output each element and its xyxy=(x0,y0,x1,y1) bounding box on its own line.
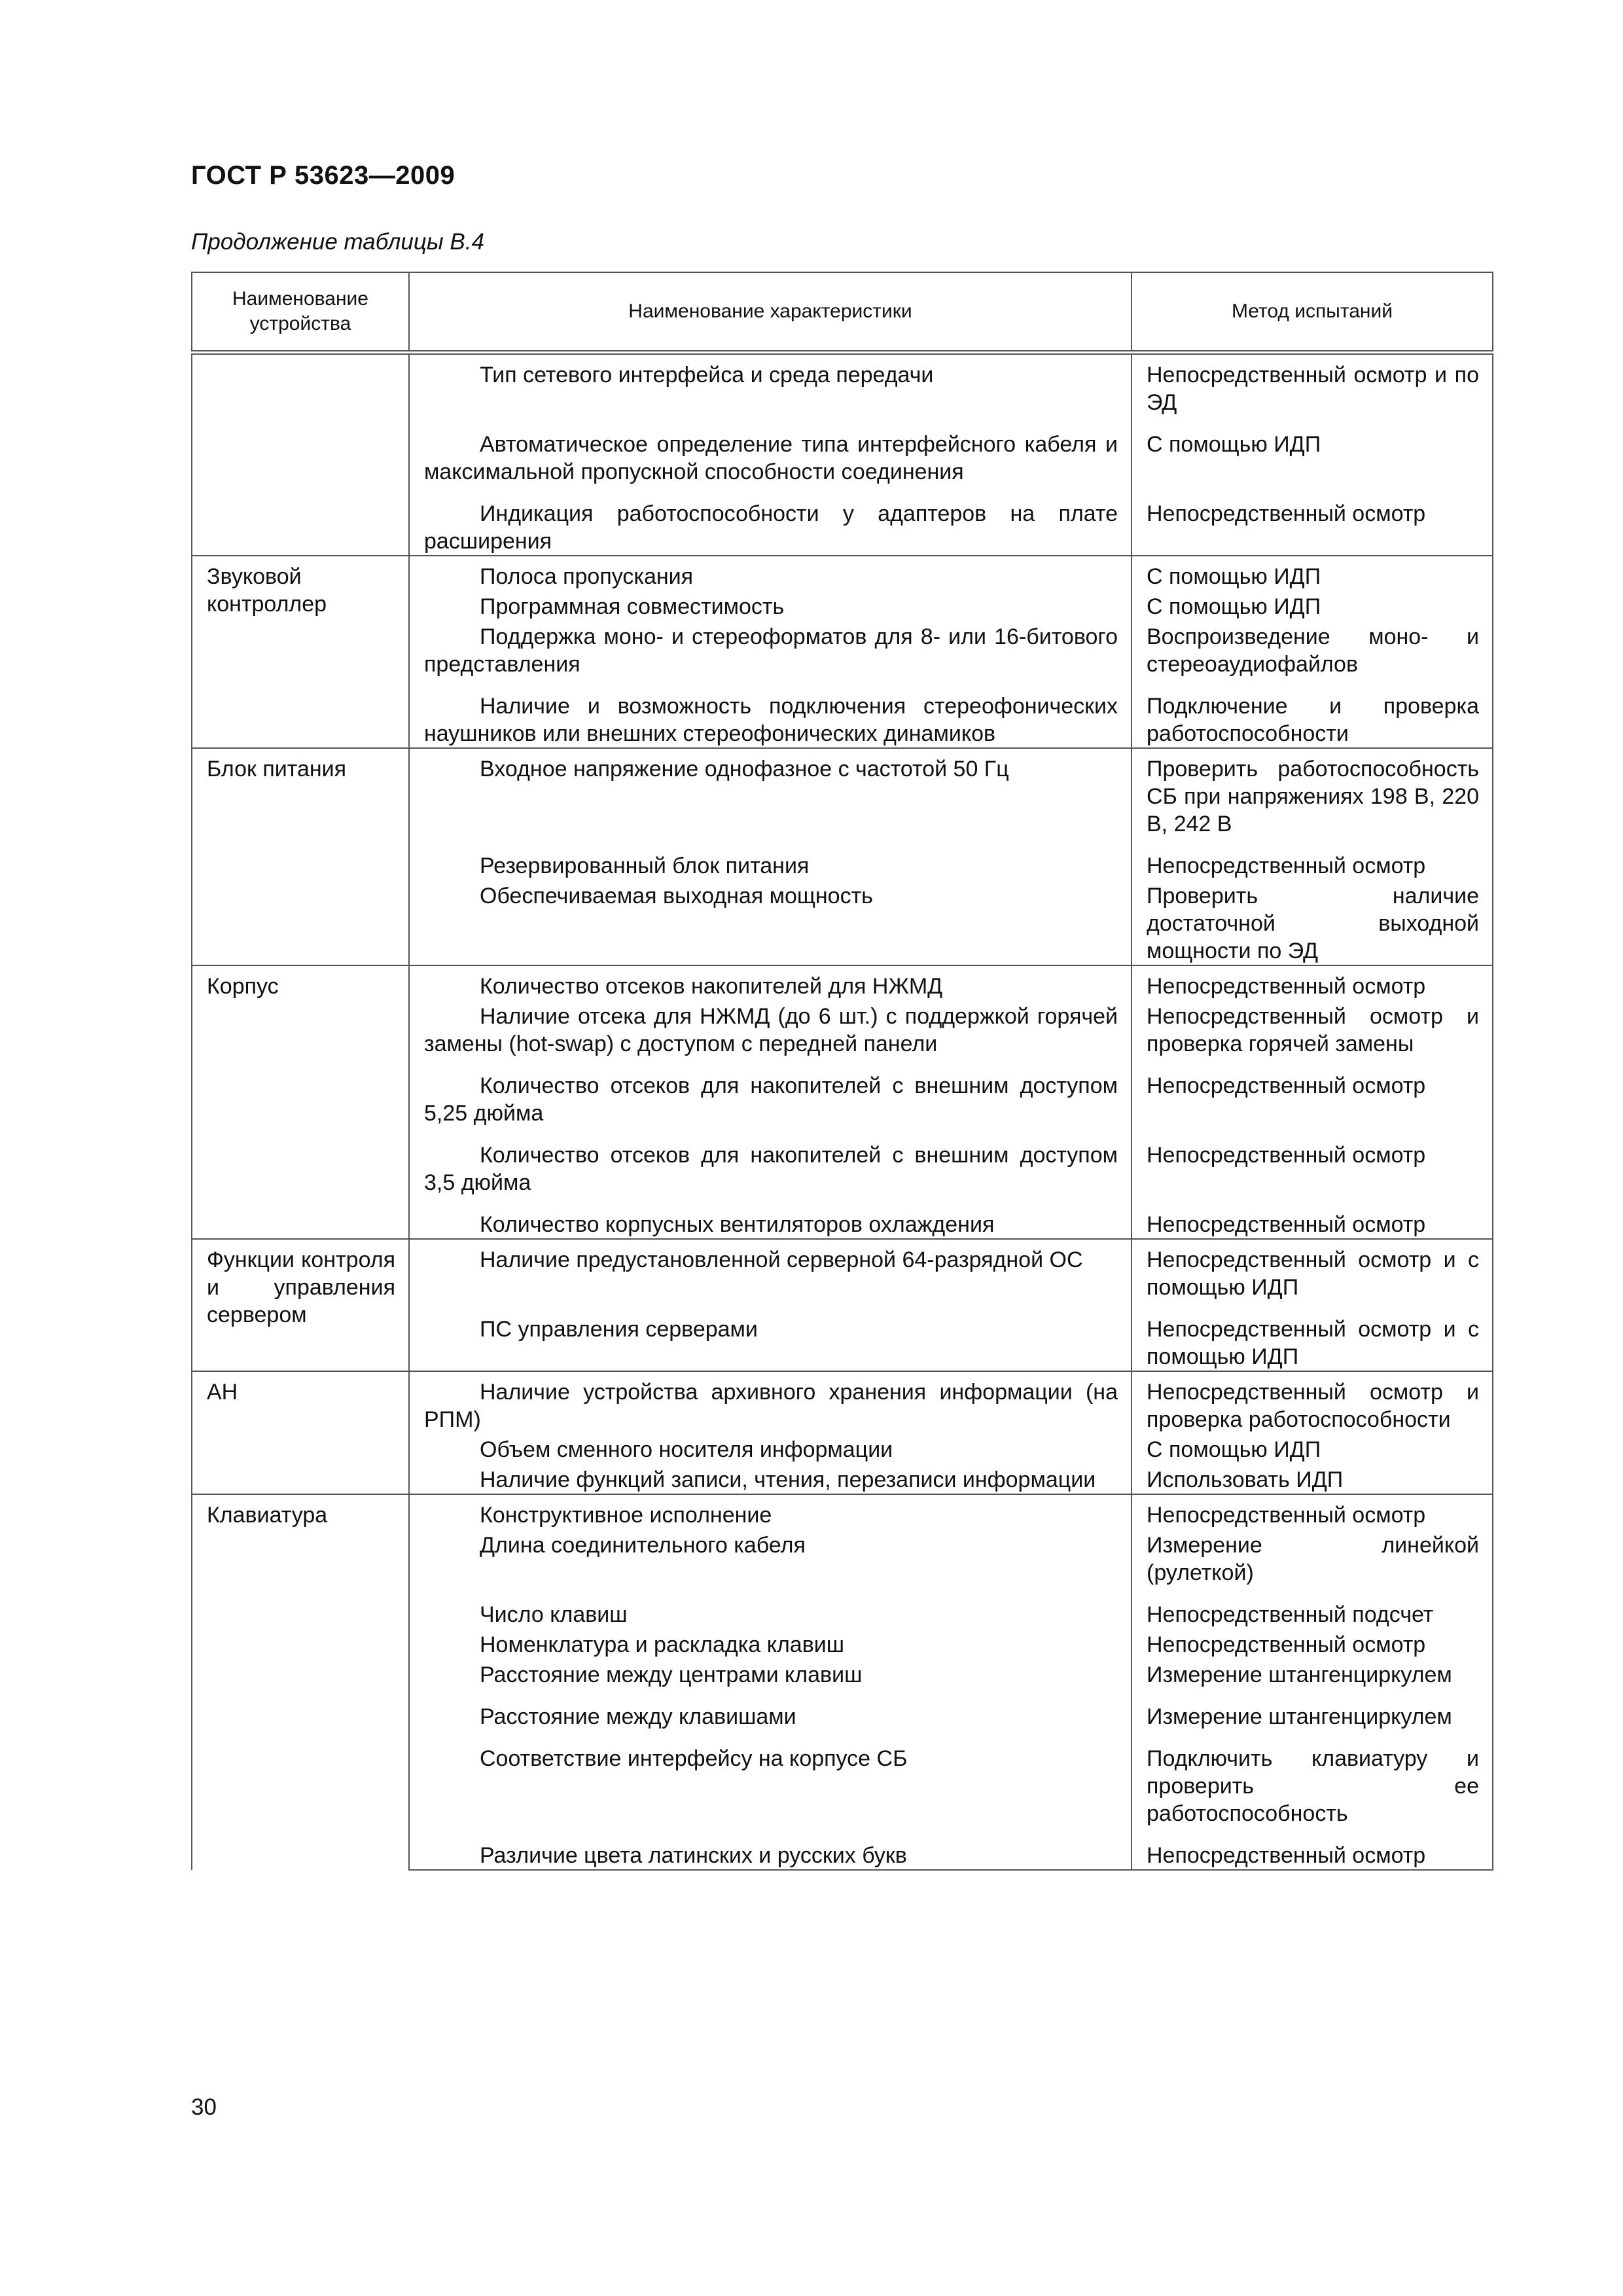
device-cell: Звуковой контроллер xyxy=(192,556,409,748)
table-row xyxy=(192,556,1493,590)
method-cell: Непосредственный осмотр и проверка работоспособности xyxy=(1132,1371,1493,1433)
method-cell: Измерение штангенциркулем xyxy=(1132,1659,1493,1700)
characteristic-cell: Различие цвета латинских и русских букв xyxy=(409,1839,1132,1870)
method-cell: Непосредственный осмотр xyxy=(1132,1494,1493,1529)
method-cell: Воспроизведение моно- и стереоаудиофайлов xyxy=(1132,620,1493,690)
characteristic-cell: Количество корпусных вентиляторов охлаждения xyxy=(409,1208,1132,1239)
device-cell: Клавиатура xyxy=(192,1494,409,1870)
characteristic-cell: Полоса пропускания xyxy=(409,556,1132,590)
page-number: 30 xyxy=(191,2094,217,2120)
table-row xyxy=(192,748,1493,850)
characteristic-cell: Наличие функций записи, чтения, перезаписи информации xyxy=(409,1463,1132,1494)
characteristic-cell: Число клавиш xyxy=(409,1598,1132,1628)
method-cell: Непосредственный осмотр и с помощью ИДП xyxy=(1132,1239,1493,1313)
characteristic-cell: Наличие предустановленной серверной 64-разрядной ОС xyxy=(409,1239,1132,1313)
method-cell: С помощью ИДП xyxy=(1132,556,1493,590)
characteristic-cell: Резервированный блок питания xyxy=(409,850,1132,880)
method-cell: Непосредственный осмотр и проверка горячей замены xyxy=(1132,1000,1493,1069)
characteristic-cell: Автоматическое определение типа интерфейсного кабеля и максимальной пропускной способности соединения xyxy=(409,428,1132,497)
characteristic-cell: Количество отсеков для накопителей с внешним доступом 3,5 дюйма xyxy=(409,1139,1132,1208)
device-cell: Корпус xyxy=(192,965,409,1239)
table-row xyxy=(192,965,1493,1000)
characteristic-cell: ПС управления серверами xyxy=(409,1313,1132,1371)
method-cell: Непосредственный осмотр xyxy=(1132,1208,1493,1239)
method-cell: Проверить работоспособность СБ при напряжениях 198 В, 220 В, 242 В xyxy=(1132,748,1493,850)
table-row xyxy=(192,1494,1493,1529)
characteristic-cell: Наличие и возможность подключения стереофонических наушников или внешних стереофонических динамиков xyxy=(409,690,1132,748)
method-cell: Непосредственный осмотр xyxy=(1132,497,1493,556)
method-cell: Непосредственный осмотр и по ЭД xyxy=(1132,353,1493,429)
method-cell: Измерение штангенциркулем xyxy=(1132,1700,1493,1742)
characteristic-cell: Поддержка моно- и стереоформатов для 8- или 16-битового представления xyxy=(409,620,1132,690)
characteristic-cell: Соответствие интерфейсу на корпусе СБ xyxy=(409,1742,1132,1839)
device-cell: Блок питания xyxy=(192,748,409,965)
characteristic-cell: Наличие отсека для НЖМД (до 6 шт.) с поддержкой горячей замены (hot-swap) с доступом с передней панели xyxy=(409,1000,1132,1069)
characteristic-cell: Конструктивное исполнение xyxy=(409,1494,1132,1529)
table-row xyxy=(192,353,1493,429)
characteristic-cell: Количество отсеков для накопителей с внешним доступом 5,25 дюйма xyxy=(409,1069,1132,1139)
method-cell: С помощью ИДП xyxy=(1132,428,1493,497)
method-cell: Подключить клавиатуру и проверить ее работоспособность xyxy=(1132,1742,1493,1839)
table-row xyxy=(192,1371,1493,1433)
header-characteristic: Наименование характеристики xyxy=(409,272,1132,353)
method-cell: Непосредственный осмотр xyxy=(1132,965,1493,1000)
method-cell: Непосредственный осмотр xyxy=(1132,1839,1493,1870)
characteristic-cell: Программная совместимость xyxy=(409,590,1132,620)
characteristic-cell: Индикация работоспособности у адаптеров на плате расширения xyxy=(409,497,1132,556)
table-header-row xyxy=(192,272,1493,353)
characteristic-cell: Количество отсеков накопителей для НЖМД xyxy=(409,965,1132,1000)
device-cell: Функции контроля и управления сервером xyxy=(192,1239,409,1371)
characteristic-cell: Расстояние между клавишами xyxy=(409,1700,1132,1742)
document-code: ГОСТ Р 53623—2009 xyxy=(191,161,455,190)
method-cell: С помощью ИДП xyxy=(1132,590,1493,620)
device-cell: АН xyxy=(192,1371,409,1494)
method-cell: Непосредственный осмотр xyxy=(1132,1069,1493,1139)
method-cell: Измерение линейкой (рулеткой) xyxy=(1132,1529,1493,1598)
method-cell: Непосредственный подсчет xyxy=(1132,1598,1493,1628)
method-cell: Непосредственный осмотр xyxy=(1132,1628,1493,1659)
method-cell: Непосредственный осмотр xyxy=(1132,1139,1493,1208)
characteristic-cell: Наличие устройства архивного хранения информации (на РПМ) xyxy=(409,1371,1132,1433)
characteristic-cell: Длина соединительного кабеля xyxy=(409,1529,1132,1598)
characteristic-cell: Расстояние между центрами клавиш xyxy=(409,1659,1132,1700)
method-cell: Непосредственный осмотр xyxy=(1132,850,1493,880)
table-row xyxy=(192,1239,1493,1313)
characteristic-cell: Тип сетевого интерфейса и среда передачи xyxy=(409,353,1132,429)
characteristic-cell: Номенклатура и раскладка клавиш xyxy=(409,1628,1132,1659)
header-method: Метод испытаний xyxy=(1132,272,1493,353)
characteristic-cell: Обеспечиваемая выходная мощность xyxy=(409,880,1132,965)
method-cell: Использовать ИДП xyxy=(1132,1463,1493,1494)
device-cell xyxy=(192,353,409,556)
characteristic-cell: Входное напряжение однофазное с частотой 50 Гц xyxy=(409,748,1132,850)
characteristic-cell: Объем сменного носителя информации xyxy=(409,1433,1132,1463)
method-cell: Непосредственный осмотр и с помощью ИДП xyxy=(1132,1313,1493,1371)
table-caption: Продолжение таблицы В.4 xyxy=(191,229,484,255)
method-cell: Проверить наличие достаточной выходной мощности по ЭД xyxy=(1132,880,1493,965)
method-cell: С помощью ИДП xyxy=(1132,1433,1493,1463)
characteristics-table xyxy=(191,272,1493,1871)
header-device: Наименование устройства xyxy=(192,272,409,353)
method-cell: Подключение и проверка работоспособности xyxy=(1132,690,1493,748)
table-body xyxy=(192,353,1493,1871)
